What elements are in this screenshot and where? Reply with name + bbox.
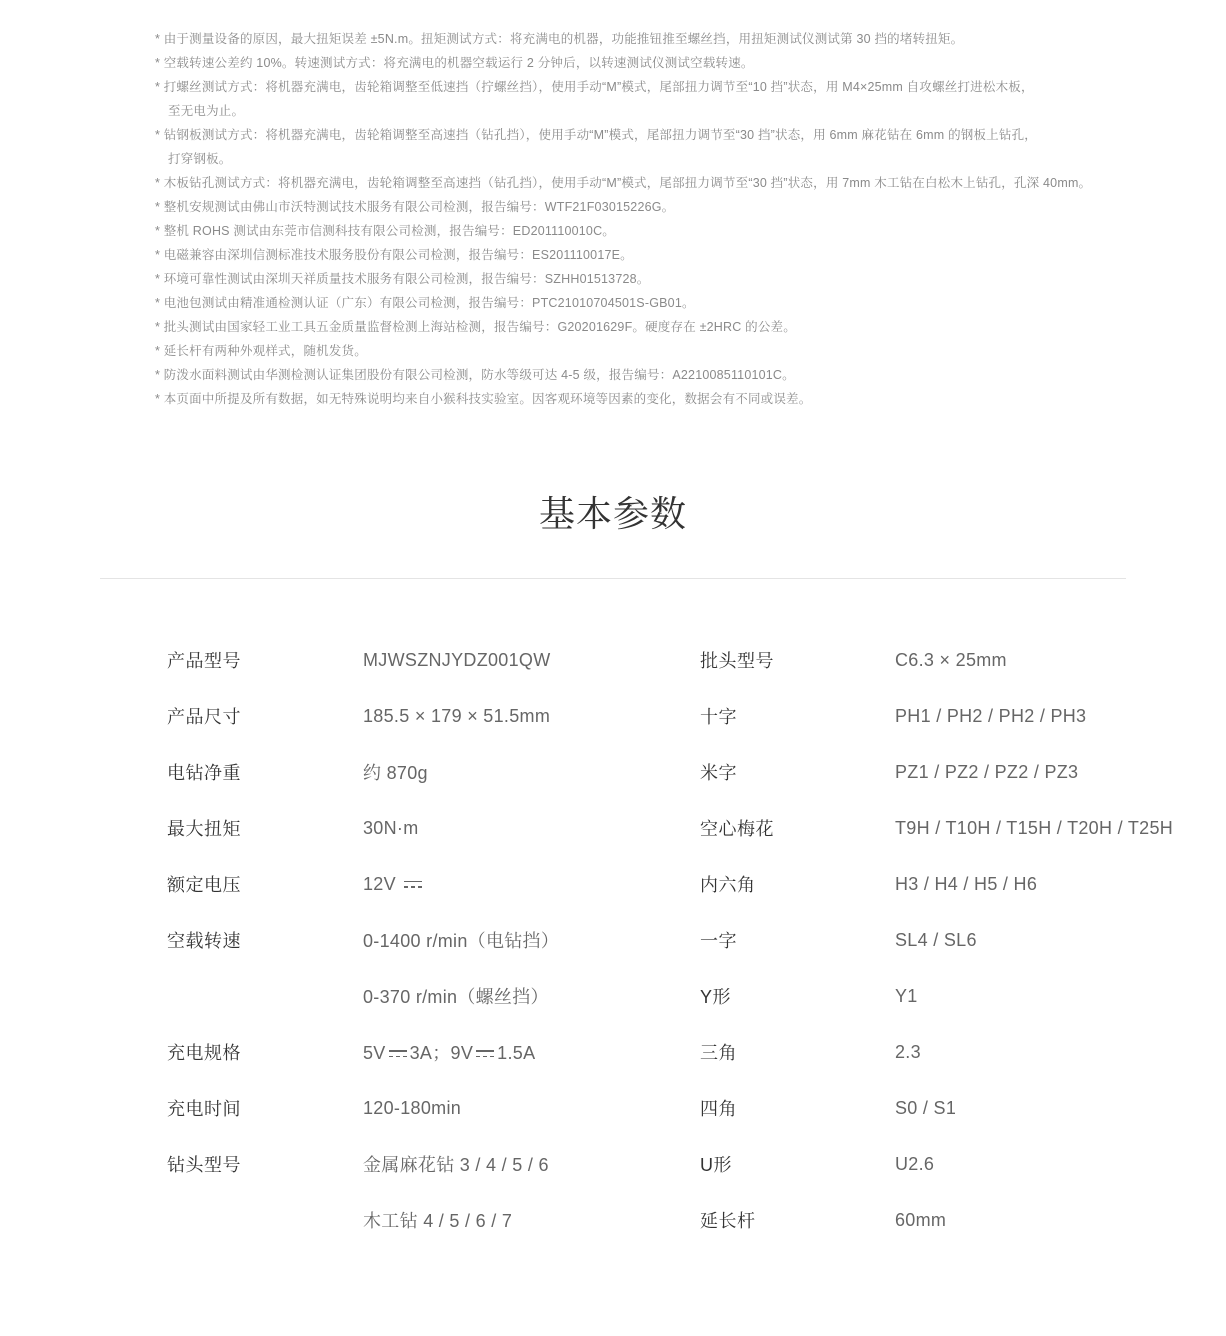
spec-value: 0-1400 r/min（电钻挡） xyxy=(363,931,560,951)
spec-row-u-type xyxy=(700,1136,1173,1192)
spec-column-left xyxy=(167,632,700,1248)
spec-row-drill-bit-model xyxy=(167,1136,700,1192)
spec-value: 约 870g xyxy=(363,763,428,783)
spec-value: Y1 xyxy=(895,985,918,1006)
spec-label: 最大扭矩 xyxy=(167,819,241,839)
spec-row-product-size xyxy=(167,688,700,744)
section-title-basic-params: 基本参数 xyxy=(538,493,687,534)
spec-label: Y形 xyxy=(700,987,732,1007)
spec-label: 批头型号 xyxy=(700,651,774,671)
spec-row-extension-rod xyxy=(700,1192,1173,1248)
note-line-continuation: 至无电为止。 xyxy=(168,104,245,118)
spec-row-phillips xyxy=(700,688,1173,744)
note-line: * 防泼水面料测试由华测检测认证集团股份有限公司检测，防水等级可达 4-5 级，报告编号：A2210085110101C。 xyxy=(155,368,795,382)
spec-value: 185.5 × 179 × 51.5mm xyxy=(363,705,551,726)
spec-value: C6.3 × 25mm xyxy=(895,649,1007,670)
note-line: * 本页面中所提及所有数据，如无特殊说明均来自小猴科技实验室。因客观环境等因素的变化，数据会有不同或误差。 xyxy=(155,392,812,406)
dc-symbol-icon xyxy=(476,1047,494,1060)
note-line: * 空载转速公差约 10%。转速测试方式：将充满电的机器空载运行 2 分钟后，以转速测试仪测试空载转速。 xyxy=(155,56,754,70)
spec-value: U2.6 xyxy=(895,1153,935,1174)
spec-label: 额定电压 xyxy=(167,875,241,895)
spec-row-bit-model xyxy=(700,632,1173,688)
spec-column-right xyxy=(700,632,1173,1248)
spec-label: 内六角 xyxy=(700,875,756,895)
spec-value: 120-180min xyxy=(363,1097,462,1118)
spec-row-torx xyxy=(700,800,1173,856)
spec-table xyxy=(0,632,1226,1248)
note-line: * 整机 ROHS 测试由东莞市信测科技有限公司检测，报告编号：ED201110010C。 xyxy=(155,224,616,238)
spec-label: 一字 xyxy=(700,931,737,951)
note-line: * 打螺丝测试方式：将机器充满电，齿轮箱调整至低速挡（拧螺丝挡），使用手动“M”模式，尾部扭力调节至“10 挡”状态，用 M4×25mm 自攻螺丝打进松木板， xyxy=(155,80,1034,94)
spec-value: SL4 / SL6 xyxy=(895,929,977,950)
dc-symbol-icon xyxy=(389,1047,407,1060)
spec-label: 充电时间 xyxy=(167,1099,241,1119)
spec-row-drill-weight xyxy=(167,744,700,800)
spec-label: 电钻净重 xyxy=(167,763,241,783)
spec-row-y-type xyxy=(700,968,1173,1024)
spec-value: 0-370 r/min（螺丝挡） xyxy=(363,987,549,1007)
spec-label: 钻头型号 xyxy=(167,1155,241,1175)
section-divider xyxy=(100,578,1126,579)
note-line: * 整机安规测试由佛山市沃特测试技术服务有限公司检测，报告编号：WTF21F03015226G。 xyxy=(155,200,675,214)
note-line: * 批头测试由国家轻工业工具五金质量监督检测上海站检测，报告编号：G20201629F。硬度存在 ±2HRC 的公差。 xyxy=(155,320,796,334)
note-line: * 钻钢板测试方式：将机器充满电，齿轮箱调整至高速挡（钻孔挡），使用手动“M”模式，尾部扭力调节至“30 挡”状态，用 6mm 麻花钻在 6mm 的钢板上钻孔， xyxy=(155,128,1037,142)
spec-label: 产品尺寸 xyxy=(167,707,241,727)
spec-label: 空载转速 xyxy=(167,931,241,951)
spec-value: 12V xyxy=(363,874,425,895)
spec-value: H3 / H4 / H5 / H6 xyxy=(895,873,1038,894)
spec-row-rated-voltage xyxy=(167,856,700,912)
spec-label: 四角 xyxy=(700,1099,737,1119)
dc-symbol-icon xyxy=(404,878,422,891)
spec-value: 60mm xyxy=(895,1209,947,1230)
note-line: * 由于测量设备的原因，最大扭矩误差 ±5N.m。扭矩测试方式：将充满电的机器，功能推钮推至螺丝挡，用扭矩测试仪测试第 30 挡的堵转扭矩。 xyxy=(155,32,964,46)
spec-value: MJWSZNJYDZ001QW xyxy=(363,649,551,670)
spec-label: 延长杆 xyxy=(700,1211,756,1231)
spec-value: 木工钻 4 / 5 / 6 / 7 xyxy=(363,1211,513,1231)
spec-label: 产品型号 xyxy=(167,651,241,671)
note-line: * 木板钻孔测试方式：将机器充满电，齿轮箱调整至高速挡（钻孔挡），使用手动“M”模式，尾部扭力调节至“30 挡”状态，用 7mm 木工钻在白松木上钻孔，孔深 40mm。 xyxy=(155,176,1092,190)
spec-value: 2.3 xyxy=(895,1041,921,1062)
spec-label: 十字 xyxy=(700,707,737,727)
spec-row-triangle xyxy=(700,1024,1173,1080)
spec-row-product-model xyxy=(167,632,700,688)
spec-row-charge-time xyxy=(167,1080,700,1136)
spec-row-square xyxy=(700,1080,1173,1136)
spec-value: S0 / S1 xyxy=(895,1097,957,1118)
spec-label: 米字 xyxy=(700,763,737,783)
spec-label: U形 xyxy=(700,1155,732,1175)
spec-row-charge-spec xyxy=(167,1024,700,1080)
spec-label: 三角 xyxy=(700,1043,737,1063)
spec-row-drill-bit-model-2 xyxy=(167,1192,700,1248)
spec-row-no-load-speed xyxy=(167,912,700,968)
spec-label: 充电规格 xyxy=(167,1043,241,1063)
spec-value: 5V 3A；9V 1.5A xyxy=(363,1043,536,1063)
note-line: * 电池包测试由精准通检测认证（广东）有限公司检测，报告编号：PTC21010704501S-GB01。 xyxy=(155,296,695,310)
spec-value: T9H / T10H / T15H / T20H / T25H xyxy=(895,817,1174,838)
spec-row-slotted xyxy=(700,912,1173,968)
spec-row-pozidriv xyxy=(700,744,1173,800)
spec-value: 30N·m xyxy=(363,817,419,838)
note-line: * 电磁兼容由深圳信测标准技术服务股份有限公司检测，报告编号：ES201110017E。 xyxy=(155,248,633,262)
spec-value: PZ1 / PZ2 / PZ2 / PZ3 xyxy=(895,761,1079,782)
spec-value: PH1 / PH2 / PH2 / PH3 xyxy=(895,705,1087,726)
spec-row-no-load-speed-2 xyxy=(167,968,700,1024)
note-line-continuation: 打穿钢板。 xyxy=(168,152,232,166)
note-line: * 延长杆有两种外观样式，随机发货。 xyxy=(155,344,367,358)
note-line: * 环境可靠性测试由深圳天祥质量技术服务有限公司检测，报告编号：SZHH01513728。 xyxy=(155,272,650,286)
spec-row-max-torque xyxy=(167,800,700,856)
spec-value: 金属麻花钻 3 / 4 / 5 / 6 xyxy=(363,1155,549,1175)
test-notes-section xyxy=(0,0,1226,411)
spec-label: 空心梅花 xyxy=(700,819,774,839)
spec-row-hex xyxy=(700,856,1173,912)
